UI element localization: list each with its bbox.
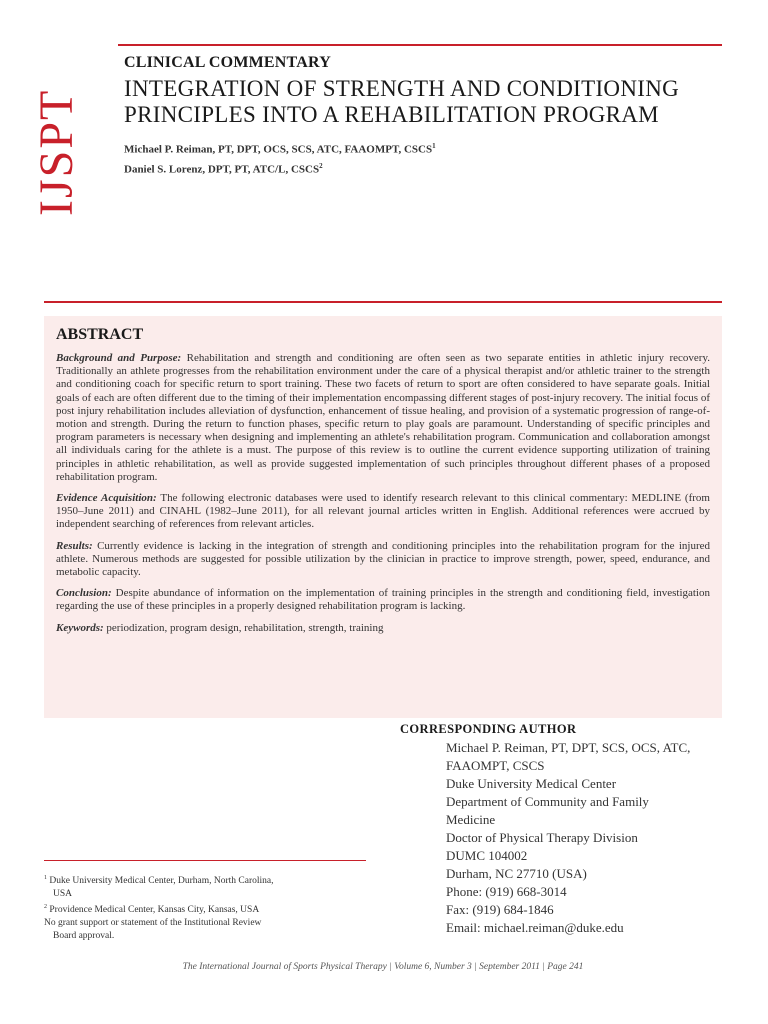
page-footer: The International Journal of Sports Physical Therapy | Volume 6, Number 3 | September 2011 | Page 241 [182,962,584,972]
corr-line: Doctor of Physical Therapy Division [446,830,638,845]
abstract-conclusion-lead: Conclusion: [56,587,112,600]
article-title-line1: INTEGRATION OF STRENGTH AND CONDITIONING [124,76,680,101]
corresponding-author-details [446,739,730,937]
abstract-keywords [56,622,710,635]
header-top-rule [118,44,722,46]
header-bottom-rule [44,301,722,303]
abstract-keywords-lead: Keywords: [56,621,104,634]
abstract-evidence-lead: Evidence Acquisition: [56,492,157,505]
abstract-background [56,352,710,484]
author-list [124,138,724,177]
abstract-box [44,316,722,718]
journal-logo [28,40,84,220]
author-2-name: Daniel S. Lorenz, DPT, PT, ATC/L, CSCS [124,163,320,176]
corr-line: Medicine [446,812,496,827]
corr-phone: Phone: (919) 668-3014 [446,884,567,899]
abstract-results [56,540,710,580]
article-title [124,76,724,128]
abstract-evidence [56,492,710,532]
abstract-heading: ABSTRACT [56,326,144,343]
footnote-1-cont: USA [53,889,73,900]
abstract-background-text: Rehabilitation and strength and conditioning are often seen as two separate entities in athletic injury recovery. Traditionally an athlete progresses from the rehabilitation environment under the care of a physical therapist and/or athletic trainer to the strength and conditioning coach for specific return to sport training. These two facets of return to sport are often considered to have separate goals. Initial goals of each are often different due to the timing of their implementation encompassing different stages of post-injury recovery. The initial focus of post injury rehabilitation includes alleviation of dysfunction, enhancement of tissue healing, and provision of a systematic progression of range-of-motion and strength. During the return to function phases, specific return to play goals are paramount. Understanding of specific principles and program parameters is necessary when designing and implementing an athlete's rehabilitation program. Communication and collaboration amongst all individuals caring for the athlete is a must. The purpose of this review is to outline the current evidence supporting utilization of training principles in athletic rehabilitation, as well as provide suggested implementation of such principles throughout different phases of a proposed rehabilitation program. [56,352,710,483]
author-2-affiliation: 2 [319,161,323,170]
abstract-keywords-text: periodization, program design, rehabilitation, strength, training [106,621,384,634]
corresponding-author [400,722,730,937]
abstract-conclusion-text: Despite abundance of information on the implementation of training principles in the strength and conditioning field, investigation regarding the use of these principles in a properly designed rehabilitation program is lacking. [56,587,710,613]
article-header [124,54,724,177]
abstract-evidence-text: The following electronic databases were used to identify research relevant to this clinical commentary: MEDLINE (from 1950–June 2011) and CINAHL (1982–June 2011), for all relevant journal articles written in English. Additional references were accrued by independent searching of references from relevant articles. [56,492,710,531]
footnote-1-text: Duke University Medical Center, Durham, North Carolina, [49,876,274,887]
corr-fax: Fax: (919) 684-1846 [446,902,554,917]
grant-statement-cont: Board approval. [53,931,115,942]
footnote-2-marker: 2 [44,904,47,911]
footnote-2-text: Providence Medical Center, Kansas City, Kansas, USA [49,905,260,916]
abstract-conclusion [56,587,710,613]
author-1-name: Michael P. Reiman, PT, DPT, OCS, SCS, ATC, FAAOMPT, CSCS [124,143,433,156]
article-title-line2: PRINCIPLES INTO A REHABILITATION PROGRAM [124,102,659,127]
section-label: CLINICAL COMMENTARY [124,54,331,71]
author-1-affiliation: 1 [432,142,436,150]
author-1 [124,138,724,158]
corr-line: Department of Community and Family [446,794,649,809]
corr-line: Duke University Medical Center [446,776,617,791]
abstract-results-lead: Results: [56,539,93,552]
abstract-results-text: Currently evidence is lacking in the integration of strength and conditioning principles into the rehabilitation program for the injured athlete. Numerous methods are suggested for possible utilization by the clinician in practice to improve strength, power, speed, endurance, and metabolic capacity. [56,539,710,579]
corr-line: Durham, NC 27710 (USA) [446,866,587,881]
footnotes [44,872,366,943]
footnote-rule [44,860,366,861]
corr-line: DUMC 104002 [446,848,528,863]
abstract-background-lead: Background and Purpose: [56,352,182,364]
corresponding-author-heading: CORRESPONDING AUTHOR [400,722,577,736]
footnote-1-marker: 1 [44,875,47,881]
corr-email[interactable]: Email: michael.reiman@duke.edu [446,920,624,935]
footnote-2 [44,901,366,916]
corr-line: FAAOMPT, CSCS [446,758,545,773]
author-2 [124,158,724,178]
footnote-1 [44,872,366,887]
journal-logo-text: IJSPT [30,88,83,216]
corr-line: Michael P. Reiman, PT, DPT, SCS, OCS, ATC, [446,740,691,755]
grant-statement: No grant support or statement of the Institutional Review [44,918,262,929]
